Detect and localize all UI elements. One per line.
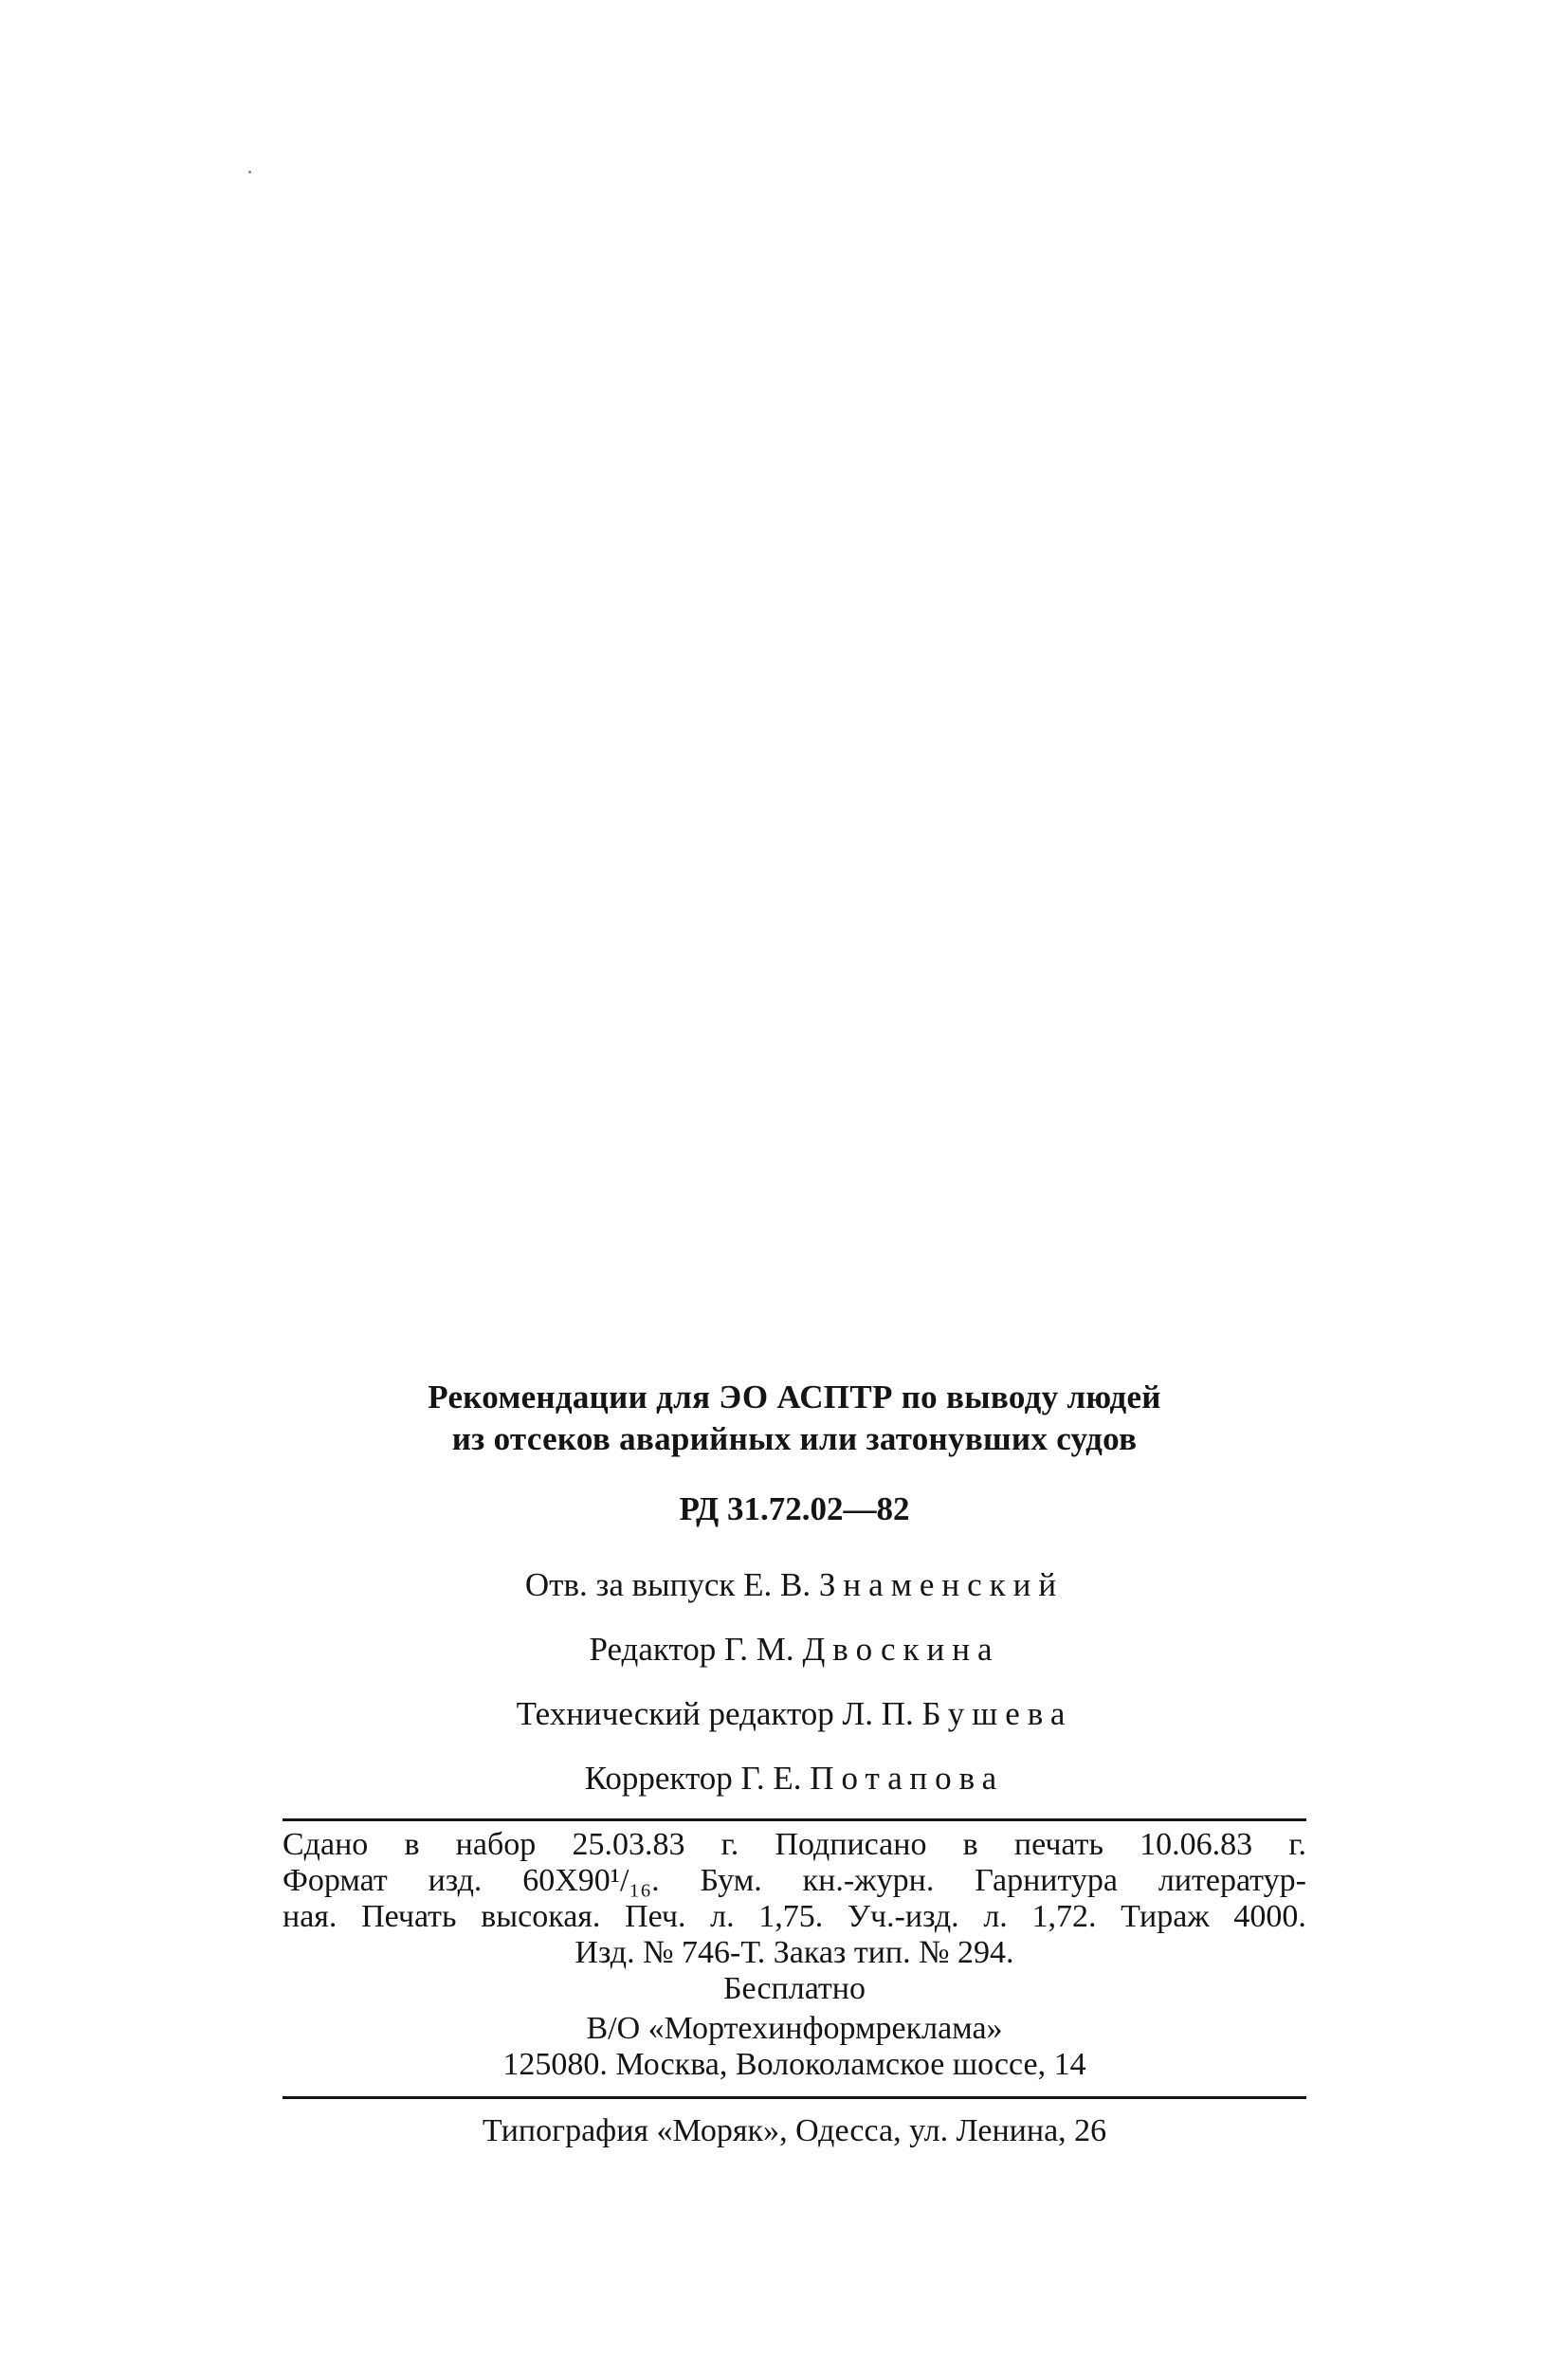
pub-word: Гарнитура xyxy=(975,1863,1118,1898)
pub-word: высокая. xyxy=(481,1899,601,1934)
staff-line-editor xyxy=(283,1629,1306,1671)
staff-role: Редактор Г. М. xyxy=(589,1631,794,1668)
pub-word: Уч.-изд. xyxy=(847,1899,959,1934)
pub-word: кн.-журн. xyxy=(802,1863,935,1898)
pub-word: Печать xyxy=(361,1899,457,1934)
staff-name: Знаменский xyxy=(818,1566,1065,1603)
pub-word: Формат xyxy=(283,1863,388,1898)
pub-word: л. xyxy=(983,1899,1008,1934)
divider-rule-top xyxy=(283,1818,1306,1821)
pub-word: 1,75. xyxy=(758,1899,824,1934)
pub-word: изд. xyxy=(428,1863,483,1898)
pub-line-4: Изд. № 746-Т. Заказ тип. № 294. xyxy=(574,1935,1014,1970)
pub-word: набор xyxy=(455,1827,537,1862)
staff-role: Отв. за выпуск Е. В. xyxy=(524,1566,811,1603)
staff-name: Бушева xyxy=(921,1695,1073,1732)
publisher-name: В/О «Мортехинформреклама» xyxy=(586,2011,1003,2046)
pub-line-price: Бесплатно xyxy=(723,1971,866,2006)
pub-word: печать xyxy=(1013,1827,1103,1862)
pub-line-3 xyxy=(283,1899,1306,1935)
staff-line-responsible xyxy=(283,1564,1306,1606)
pub-word: литератур- xyxy=(1158,1863,1306,1898)
pub-word: 10.06.83 xyxy=(1140,1827,1253,1862)
publication-info xyxy=(283,1827,1306,2083)
staff-name: Двоскина xyxy=(802,1631,1000,1668)
pub-line-2 xyxy=(283,1863,1306,1899)
document-code: РД 31.72.02—82 xyxy=(679,1490,910,1527)
pub-word: Бум. xyxy=(700,1863,762,1898)
imprint-block xyxy=(283,1377,1306,2150)
title-line-2: из отсеков аварийных или затонувших судов xyxy=(451,1420,1138,1457)
pub-word: Подписано xyxy=(775,1827,927,1862)
printer-line: Типография «Моряк», Одесса, ул. Ленина, 26 xyxy=(482,2113,1107,2148)
staff-line-corrector xyxy=(283,1758,1306,1799)
pub-word: 60Х90¹/₁₆. xyxy=(522,1863,660,1898)
pub-word: л. xyxy=(710,1899,735,1934)
pub-word: г. xyxy=(720,1827,739,1862)
pub-line-1 xyxy=(283,1827,1306,1863)
pub-word: 25.03.83 xyxy=(572,1827,685,1862)
publisher-address: 125080. Москва, Волоколамское шоссе, 14 xyxy=(502,2047,1086,2082)
staff-list xyxy=(283,1564,1306,1799)
staff-line-tech-editor xyxy=(283,1693,1306,1735)
pub-word: 1,72. xyxy=(1031,1899,1097,1934)
staff-role: Технический редактор Л. П. xyxy=(516,1695,914,1732)
scan-speck xyxy=(248,171,251,173)
pub-word: г. xyxy=(1288,1827,1306,1862)
pub-word: 4000. xyxy=(1233,1899,1306,1934)
pub-word: Тираж xyxy=(1121,1899,1210,1934)
title-line-1: Рекомендации для ЭО АСПТР по выводу людей xyxy=(428,1379,1161,1415)
pub-word: в xyxy=(404,1827,420,1862)
pub-word: Сдано xyxy=(283,1827,369,1862)
divider-rule-bottom xyxy=(283,2096,1306,2099)
staff-name: Потапова xyxy=(810,1760,1005,1797)
pub-word: ная. xyxy=(283,1899,337,1934)
pub-word: в xyxy=(962,1827,978,1862)
staff-role: Корректор Г. Е. xyxy=(584,1760,802,1797)
pub-word: Печ. xyxy=(625,1899,686,1934)
